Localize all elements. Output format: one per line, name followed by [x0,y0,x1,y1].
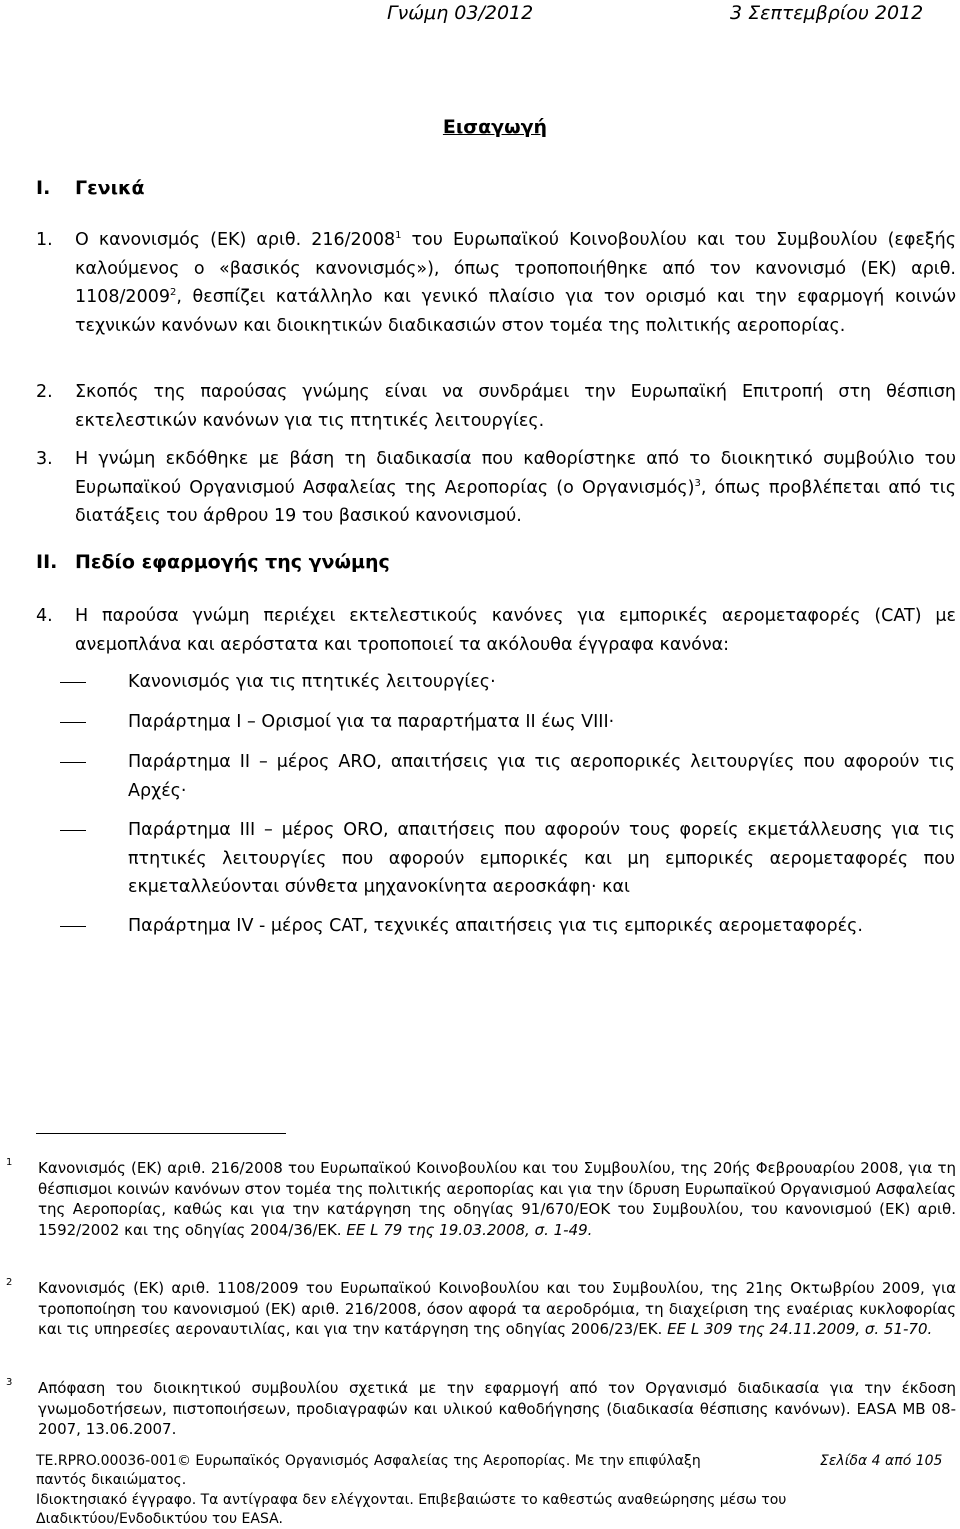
paragraph-text: Σκοπός της παρούσας γνώμης είναι να συνδράμει την Ευρωπαϊκή Επιτροπή στη θέσπιση εκτελεστικών κανόνων για τις πτητικές λειτουργίες. [75,382,956,431]
footnote-text: Κανονισμός (ΕΚ) αριθ. 1108/2009 του Ευρωπαϊκού Κοινοβουλίου και του Συμβουλίου, της 21ης Οκτωβρίου 2009, για τροποποίηση του κανονισμού (ΕΚ) αριθ. 216/2008, όσον αφορά τα αεροδρόμια, τη διαχείριση της εναέριας κυκλοφορίας και τις υπηρεσίες αεροναυτιλίας, και για την κατάργηση της οδηγίας 2006/23/ΕΚ. [38,1279,956,1338]
list-item-text: Παράρτημα IV - μέρος CAT, τεχνικές απαιτήσεις για τις εμπορικές αερομεταφορές. [128,916,863,936]
list-item [60,816,955,902]
section-number: I. [36,177,51,199]
footer-copyright [36,1452,776,1490]
paragraph-text: του Ευρωπαϊκού Κοινοβουλίου και του Συμβουλίου (εφεξής καλούμενος ο «βασικός κανονισμός»), όπως τροποποιήθηκε από τον κανονισμό (ΕΚ) αριθ. 1108/2009 [75,230,956,308]
dash-bullet [60,830,86,831]
paragraph-1 [36,226,956,340]
paragraph-number: 4. [36,606,53,626]
footnote [6,1158,956,1240]
paragraph-text: , θεσπίζει κατάλληλο και γενικό πλαίσιο για τον ορισμό και την εφαρμογή κοινών τεχνικών κανόνων και διοικητικών διαδικασιών στον τομέα της πολιτικής αεροπορίας. [75,287,956,336]
footer-line: TE.RPRO.00036-001© Ευρωπαϊκός Οργανισμός Ασφαλείας της Αεροπορίας. Με την επιφύλαξη [36,1453,701,1469]
footnote-citation: ΕΕ L 309 της 24.11.2009, σ. 51-70. [667,1320,933,1338]
dash-bullet [60,682,86,683]
page-title: Εισαγωγή [442,116,548,138]
dash-bullet [60,762,86,763]
footer-line: Ιδιοκτησιακό έγγραφο. Τα αντίγραφα δεν ελέγχονται. Επιβεβαιώστε το καθεστώς αναθεώρησης μέσω του [36,1492,787,1508]
paragraph-4 [36,602,956,659]
footer-line: παντός δικαιώματος. [36,1472,187,1488]
footnote-number: 3 [6,1377,13,1388]
section-title: Γενικά [75,177,145,199]
footnote-text: Απόφαση του διοικητικού συμβουλίου σχετικά με την εφαρμογή από τον Οργανισμό διαδικασία για την έκδοση γνωμοδοτήσεων, πιστοποιήσεων, προδιαγραφών και υλικού καθοδήγησης (διαδικασία θέσπισης κανόνων). EASA MB 08-2007, 13.06.2007. [38,1379,956,1438]
footnote-separator [36,1133,286,1134]
list-item-text: Κανονισμός για τις πτητικές λειτουργίες· [128,672,496,692]
paragraph-text: , όπως προβλέπεται από τις διατάξεις του άρθρου 19 του βασικού κανονισμού. [75,477,956,527]
footnote-ref[interactable]: 2 [169,287,177,299]
document-reference: Γνώμη 03/2012 [387,2,534,24]
list-item [60,748,955,805]
section-title: Πεδίο εφαρμογής της γνώμης [75,551,390,573]
list-item-text: Παράρτημα I – Ορισμοί για τα παραρτήματα II έως VIII· [128,712,615,732]
footer-line: Διαδικτύου/Ενδοδικτύου του EASA. [36,1511,283,1527]
paragraph-number: 2. [36,382,53,402]
list-item [60,912,955,941]
paragraph-number: 3. [36,449,53,469]
list-item-text: Παράρτημα III – μέρος ORO, απαιτήσεις που αφορούν τους φορείς εκμετάλλευσης για τις πτητικές λειτουργίες που αφορούν εμπορικές και μη εμπορικές αερομεταφορές που εκμεταλλεύονται σύνθετα μηχανοκίνητα αεροσκάφη· και [128,820,955,898]
footnote-ref[interactable]: 3 [694,477,701,489]
document-date: 3 Σεπτεμβρίου 2012 [730,2,924,24]
list-item [60,668,955,697]
list-item [60,708,955,737]
footnote-number: 2 [6,1277,13,1288]
paragraph-number: 1. [36,230,53,250]
page-number: Σελίδα 4 από 105 [820,1453,943,1469]
footnote-ref[interactable]: 1 [395,230,402,242]
footnote-citation: ΕΕ L 79 της 19.03.2008, σ. 1-49. [346,1220,593,1239]
footnote-number: 1 [6,1157,13,1168]
paragraph-text: Ο κανονισμός (ΕΚ) αριθ. 216/2008 [75,230,396,250]
paragraph-3 [36,445,956,531]
paragraph-2 [36,378,956,435]
footnote [6,1278,956,1340]
footnote-text: Κανονισμός (ΕΚ) αριθ. 216/2008 του Ευρωπαϊκού Κοινοβουλίου και του Συμβουλίου, της 20ής Φεβρουαρίου 2008, για τη θέσπισμοι κοινών κανόνων στον τομέα της πολιτικής αεροπορίας και για την ίδρυση Ευρωπαϊκού Οργανισμού Ασφαλείας της Αεροπορίας, καθώς και για την κατάργηση της οδηγίας 91/670/ΕΟΚ του Συμβουλίου, του κανονισμού (ΕΚ) αριθ. 1592/2002 και της οδηγίας 2004/36/ΕΚ. [38,1159,956,1239]
footer-disclaimer [36,1491,936,1529]
paragraph-text: Η παρούσα γνώμη περιέχει εκτελεστικούς κανόνες για εμπορικές αερομεταφορές (CAT) με ανεμοπλάνα και αερόστατα και τροποποιεί τα ακόλουθα έγγραφα κανόνα: [75,606,956,655]
section-number: II. [36,551,58,573]
list-item-text: Παράρτημα II – μέρος ARO, απαιτήσεις για τις αεροπορικές λειτουργίες που αφορούν τις Αρχές· [128,752,955,801]
footnote [6,1378,956,1440]
dash-bullet [60,926,86,927]
dash-bullet [60,722,86,723]
paragraph-text: Η γνώμη εκδόθηκε με βάση τη διαδικασία που καθορίστηκε από το διοικητικό συμβούλιο του Ευρωπαϊκού Οργανισμού Ασφαλείας της Αεροπορίας (ο Οργανισμός) [75,449,956,498]
